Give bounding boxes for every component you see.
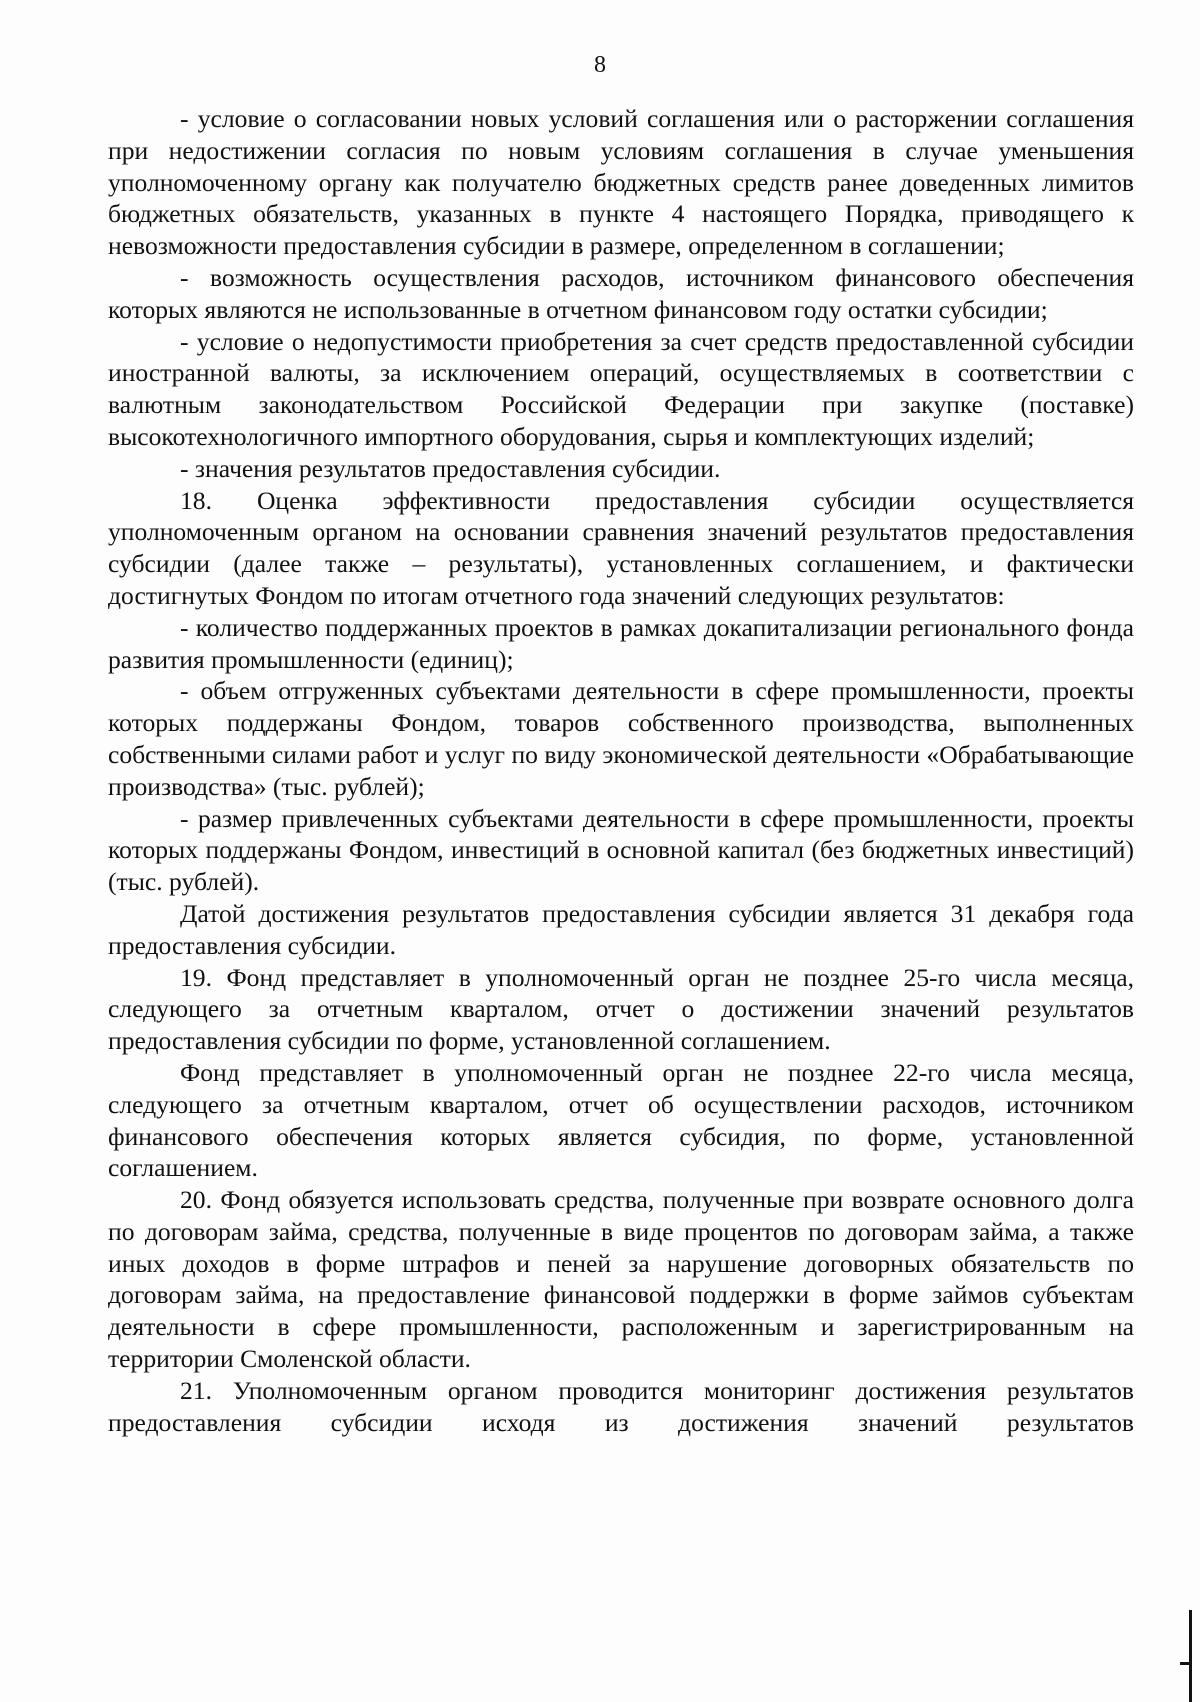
paragraph-11: Фонд представляет в уполномоченный орган не позднее 22-го числа месяца, следующего за отчетным кварталом, отчет об осуществлении расходов, источником финансового обеспечения которых является субсидия, по форме, установленной соглашением. — [108, 1057, 1134, 1183]
paragraph-7: - объем отгруженных субъектами деятельности в сфере промышленности, проекты которых поддержаны Фондом, товаров собственного производства, выполненных собственными силами работ и услуг по виду экономической деятельности «Обрабатывающие производства» (тыс. рублей); — [108, 676, 1134, 801]
paragraph-13: 21. Уполномоченным органом проводится мониторинг достижения результатов предоставления субсидии исходя из достижения значений результатов — [108, 1375, 1134, 1437]
paragraph-5: 18. Оценка эффективности предоставления субсидии осуществляется уполномоченным органом на основании сравнения значений результатов предоставления субсидии (далее также – результаты), установленных соглашением, и фактически достигнутых Фондом по итогам отчетного года значений следующих результатов: — [108, 485, 1134, 610]
scan-edge-tick — [1180, 1662, 1192, 1665]
paragraph-6: - количество поддержанных проектов в рамках докапитализации регионального фонда развития промышленности (единиц); — [108, 612, 1134, 674]
scan-edge-mark — [1189, 1610, 1192, 1702]
paragraph-9: Датой достижения результатов предоставления субсидии является 31 декабря года предоставления субсидии. — [108, 898, 1134, 960]
paragraph-4: - значения результатов предоставления субсидии. — [180, 453, 721, 483]
page-number: 8 — [594, 52, 606, 78]
paragraph-12: 20. Фонд обязуется использовать средства, полученные при возврате основного долга по договорам займа, средства, полученные в виде процентов по договорам займа, а также иных доходов в форме штрафов и пеней за нарушение договорных обязательств по договорам займа, на предоставление финансовой поддержки в форме займов субъектам деятельности в сфере промышленности, расположенным и зарегистрированным на территории Смоленской области. — [108, 1185, 1134, 1374]
paragraph-2: - возможность осуществления расходов, источником финансового обеспечения которых являются не использованные в отчетном финансовом году остатки субсидии; — [108, 262, 1134, 324]
paragraph-10: 19. Фонд представляет в уполномоченный орган не позднее 25-го числа месяца, следующего за отчетным кварталом, отчет о достижении значений результатов предоставления субсидии по форме, установленной соглашением. — [108, 962, 1134, 1056]
document-body — [108, 103, 1134, 1438]
paragraph-1: - условие о согласовании новых условий соглашения или о расторжении соглашения при недостижении согласия по новым условиям соглашения в случае уменьшения уполномоченному органу как получателю бюджетных средств ранее доведенных лимитов бюджетных обязательств, указанных в пункте 4 настоящего Порядка, приводящего к невозможности предоставления субсидии в размере, определенном в соглашении; — [108, 104, 1134, 261]
paragraph-3: - условие о недопустимости приобретения за счет средств предоставленной субсидии иностранной валюты, за исключением операций, осуществляемых в соответствии с валютным законодательством Российской Федерации при закупке (поставке) высокотехнологичного импортного оборудования, сырья и комплектующих изделий; — [108, 326, 1134, 451]
paragraph-8: - размер привлеченных субъектами деятельности в сфере промышленности, проекты которых поддержаны Фондом, инвестиций в основной капитал (без бюджетных инвестиций) (тыс. рублей). — [108, 803, 1134, 897]
